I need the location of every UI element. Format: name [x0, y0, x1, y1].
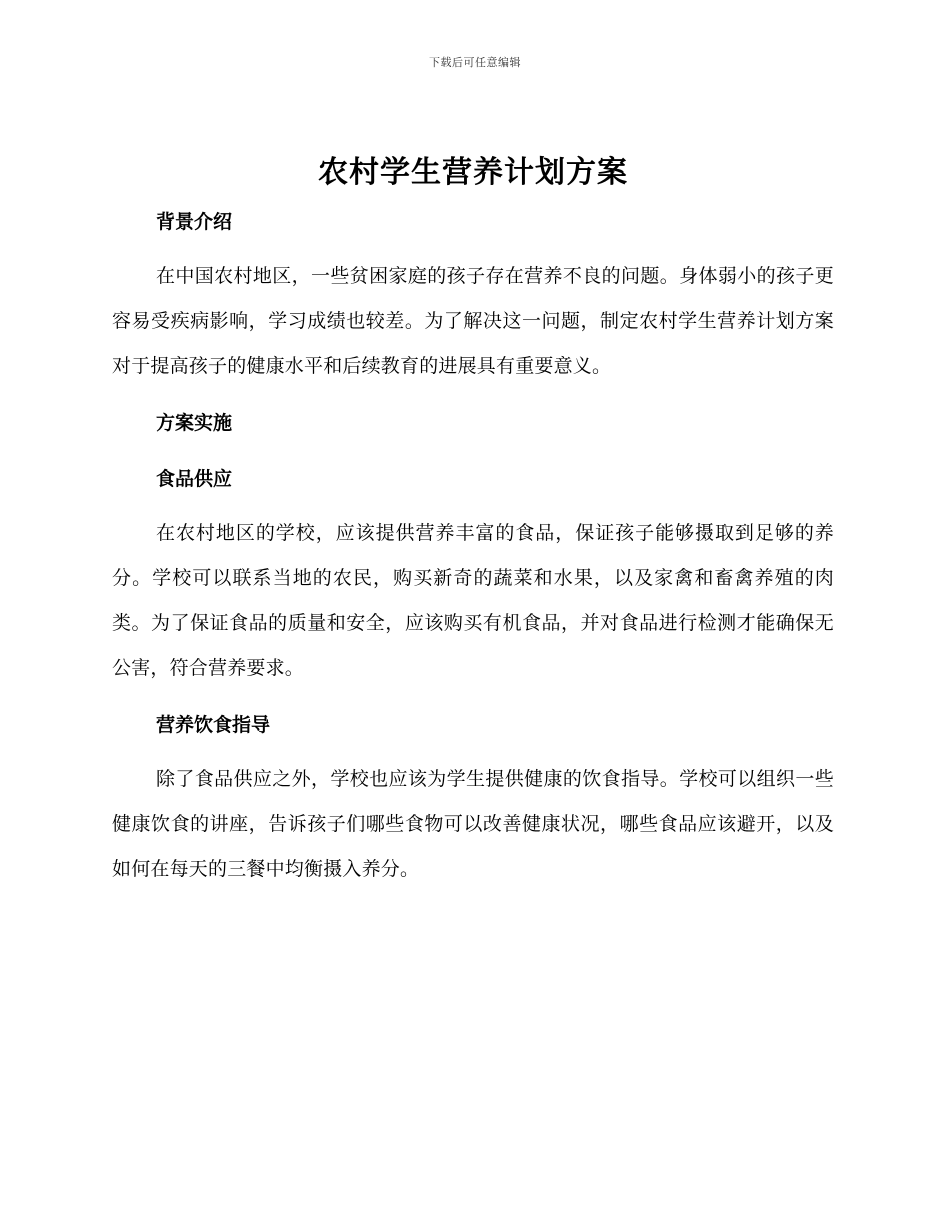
section-heading-implementation: 方案实施 [156, 412, 233, 434]
section-heading-diet-guidance: 营养饮食指导 [156, 714, 271, 736]
spacer [112, 246, 834, 254]
paragraph-food-supply: 在农村地区的学校，应该提供营养丰富的食品，保证孩子能够摄取到足够的养分。学校可以联系当地的农民，购买新奇的蔬菜和水果，以及家禽和畜禽养殖的肉类。为了保证食品的质量和安全，应该购买有机食品，并对食品进行检测才能确保无公害，符合营养要求。 [112, 522, 834, 679]
paragraph-diet-guidance: 除了食品供应之外，学校也应该为学生提供健康的饮食指导。学校可以组织一些健康饮食的讲座，告诉孩子们哪些食物可以改善健康状况，哪些食品应该避开，以及如何在每天的三餐中均衡摄入养分。 [112, 768, 834, 880]
document-title: 农村学生营养计划方案 [318, 155, 628, 190]
page-header-note: 下载后可任意编辑 [429, 56, 521, 69]
document-body [112, 148, 834, 892]
spacer [112, 447, 834, 455]
spacer [112, 749, 834, 757]
spacer [112, 691, 834, 701]
paragraph-background: 在中国农村地区，一些贫困家庭的孩子存在营养不良的问题。身体弱小的孩子更容易受疾病影响，学习成绩也较差。为了解决这一问题，制定农村学生营养计划方案对于提高孩子的健康水平和后续教育的进展具有重要意义。 [112, 265, 834, 377]
spacer [112, 389, 834, 399]
spacer [112, 503, 834, 511]
section-heading-food-supply: 食品供应 [156, 468, 233, 490]
section-heading-background: 背景介绍 [156, 211, 233, 233]
